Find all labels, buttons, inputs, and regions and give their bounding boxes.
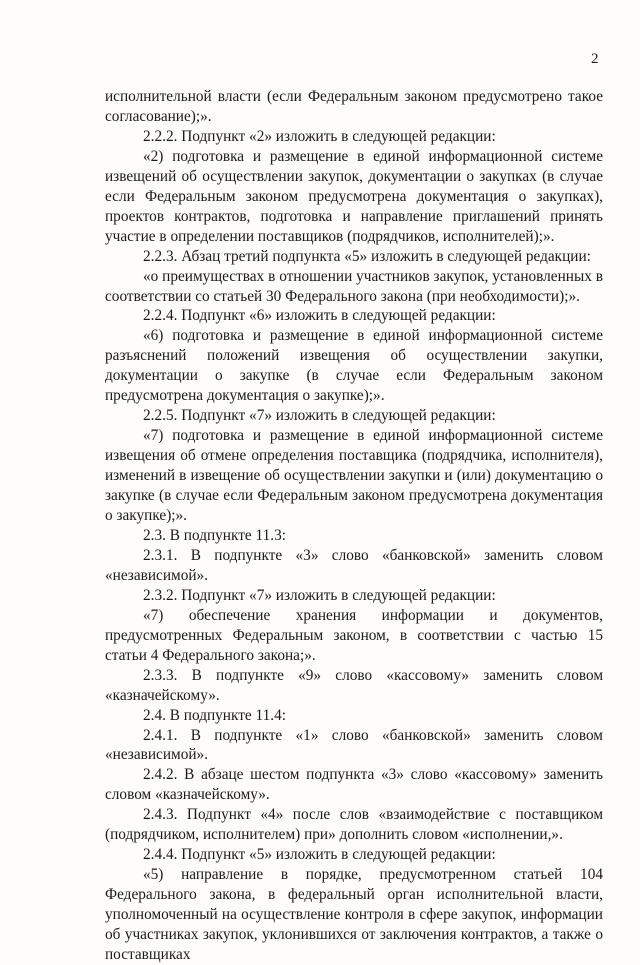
paragraph: 2.3. В подпункте 11.3: [143, 526, 286, 544]
paragraph: «о преимуществах в отношении участников закупок, установленных в соответствии со статьей 30 Федерального закона (при необходимости);». [105, 267, 603, 305]
paragraph: 2.3.3. В подпункте «9» слово «кассовому» заменить словом «казначейскому». [105, 666, 603, 704]
paragraph: 2.2.4. Подпункт «6» изложить в следующей редакции: [143, 307, 496, 325]
paragraph: «7) подготовка и размещение в единой информационной системе извещения об отмене определения поставщика (подрядчика, исполнителя), изменений в извещение об осуществлении закупки и (или) документацию о закупке (в случае если Федеральным законом предусмотрена документация о закупке);». [105, 427, 603, 525]
paragraph: 2.2.5. Подпункт «7» изложить в следующей редакции: [143, 407, 496, 425]
paragraph: «6) подготовка и размещение в единой информационной системе разъяснений положений извещения об осуществлении закупки, документации о закупке (в случае если Федеральным законом предусмотрена документация о закупке);». [105, 327, 603, 405]
document-body [105, 87, 603, 965]
paragraph: 2.3.1. В подпункте «3» слово «банковской» заменить словом «независимой». [105, 546, 603, 584]
paragraph: 2.4. В подпункте 11.4: [143, 706, 286, 724]
paragraph: исполнительной власти (если Федеральным законом предусмотрено такое согласование);». [105, 88, 603, 125]
page-number: 2 [591, 51, 599, 67]
paragraph: 2.4.1. В подпункте «1» слово «банковской» заменить словом «независимой». [105, 726, 603, 764]
paragraph: «7) обеспечение хранения информации и документов, предусмотренных Федеральным законом, в соответствии с частью 15 статьи 4 Федерального закона;». [105, 606, 603, 664]
paragraph: 2.4.2. В абзаце шестом подпункта «3» слово «кассовому» заменить словом «казначейскому». [105, 766, 603, 804]
paragraph: 2.3.2. Подпункт «7» изложить в следующей редакции: [143, 586, 496, 604]
paragraph: 2.4.4. Подпункт «5» изложить в следующей редакции: [143, 846, 496, 864]
paragraph: 2.2.3. Абзац третий подпункта «5» изложить в следующей редакции: [143, 247, 591, 265]
paragraph: «5) направление в порядке, предусмотренном статьей 104 Федерального закона, в федеральный орган исполнительной власти, уполномоченный на осуществление контроля в сфере закупок, информации об участниках закупок, уклонившихся от заключения контрактов, а также о поставщиках [105, 866, 603, 963]
paragraph: «2) подготовка и размещение в единой информационной системе извещений об осуществлении закупок, документации о закупках (в случае если Федеральным законом предусмотрена документация о закупках), проектов контрактов, подготовка и направление приглашений принять участие в определении поставщиков (подрядчиков, исполнителей);». [105, 147, 603, 245]
paragraph: 2.2.2. Подпункт «2» изложить в следующей редакции: [143, 127, 496, 145]
paragraph: 2.4.3. Подпункт «4» после слов «взаимодействие с поставщиком (подрядчиком, исполнителем) при» дополнить словом «исполнении,». [105, 806, 603, 844]
